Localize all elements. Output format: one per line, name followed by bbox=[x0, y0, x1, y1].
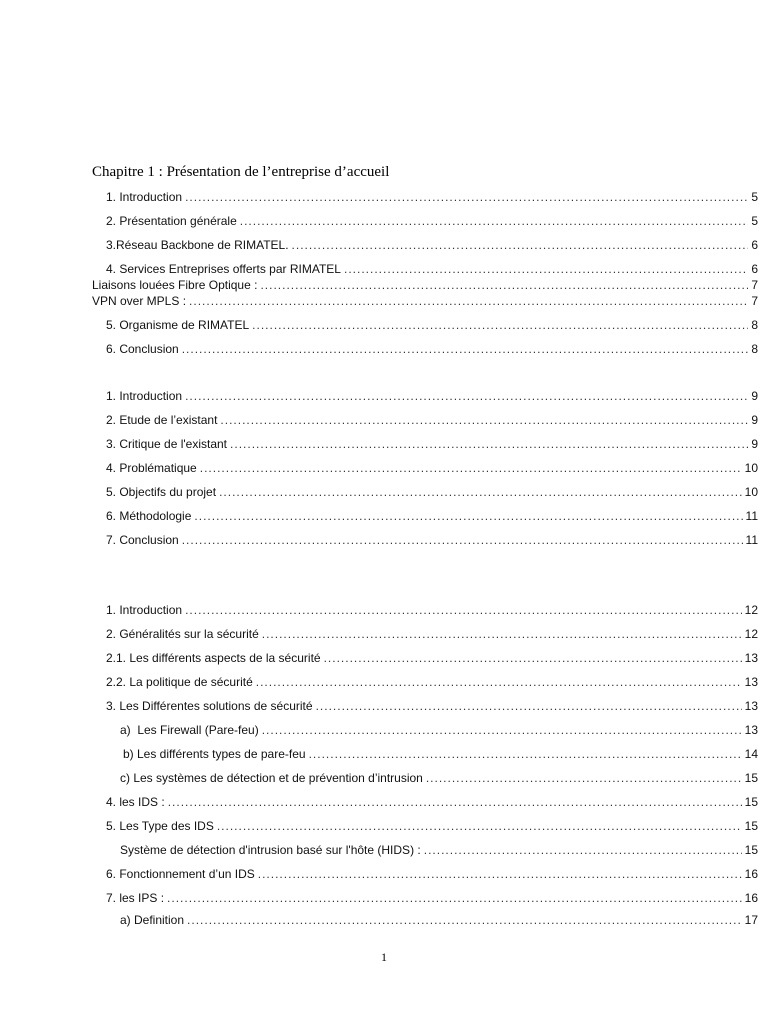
toc-entry-label: 3. Critique de l'existant bbox=[106, 437, 228, 451]
toc-entry-label: 6. Conclusion bbox=[106, 342, 179, 356]
toc-entry-label: VPN over MPLS : bbox=[92, 294, 187, 308]
toc-entry-label: 4. Problématique bbox=[106, 461, 197, 475]
toc-entry[interactable] bbox=[106, 460, 758, 476]
toc-leader bbox=[167, 890, 742, 906]
toc-leader bbox=[256, 674, 742, 690]
toc-leader bbox=[182, 532, 743, 548]
toc-entry[interactable] bbox=[106, 341, 758, 357]
toc-page-number: 10 bbox=[744, 461, 758, 475]
chapter-title: Chapitre 1 : Présentation de l’entreprise d’accueil bbox=[92, 164, 390, 180]
toc-page-number: 7 bbox=[751, 294, 758, 308]
toc-page-number: 9 bbox=[751, 389, 758, 403]
toc-entry[interactable] bbox=[106, 317, 758, 333]
toc-leader bbox=[260, 277, 748, 293]
toc-page-number: 8 bbox=[751, 342, 758, 356]
toc-entry[interactable] bbox=[106, 674, 758, 690]
toc-page-number: 15 bbox=[744, 795, 758, 809]
toc-page-number: 15 bbox=[744, 819, 758, 833]
toc-page-number: 8 bbox=[751, 318, 758, 332]
toc-entry[interactable] bbox=[120, 722, 758, 738]
toc-entry[interactable] bbox=[106, 237, 758, 253]
toc-entry[interactable] bbox=[106, 532, 758, 548]
toc-page-number: 13 bbox=[744, 723, 758, 737]
toc-page-number: 14 bbox=[744, 747, 758, 761]
toc-entry-label: 3. Les Différentes solutions de sécurité bbox=[106, 699, 313, 713]
toc-entry-label: 2.1. Les différents aspects de la sécurité bbox=[106, 651, 321, 665]
toc-leader bbox=[194, 508, 742, 524]
toc-leader bbox=[240, 213, 749, 229]
toc-page-number: 6 bbox=[751, 238, 758, 252]
toc-page-number: 16 bbox=[744, 867, 758, 881]
toc-page-number: 17 bbox=[744, 913, 758, 927]
toc-leader bbox=[230, 436, 748, 452]
toc-entry-label: a) Les Firewall (Pare-feu) bbox=[120, 723, 259, 737]
toc-page-number: 11 bbox=[745, 533, 758, 547]
toc-entry[interactable] bbox=[120, 842, 758, 858]
toc-page-number: 15 bbox=[744, 771, 758, 785]
toc-entry[interactable] bbox=[106, 818, 758, 834]
toc-leader bbox=[200, 460, 742, 476]
toc-page-number: 7 bbox=[751, 278, 758, 292]
toc-leader bbox=[344, 261, 748, 277]
toc-page-number: 5 bbox=[751, 214, 758, 228]
toc-entry[interactable] bbox=[123, 746, 758, 762]
toc-page-number: 13 bbox=[744, 651, 758, 665]
toc-entry[interactable] bbox=[92, 293, 758, 309]
toc-leader bbox=[187, 912, 742, 928]
toc-entry-label: 4. les IDS : bbox=[106, 795, 165, 809]
toc-entry-label: 7. Conclusion bbox=[106, 533, 179, 547]
toc-entry-label: 5. Objectifs du projet bbox=[106, 485, 217, 499]
toc-leader bbox=[309, 746, 742, 762]
toc-entry[interactable] bbox=[106, 890, 758, 906]
page-number: 1 bbox=[381, 950, 387, 964]
toc-leader bbox=[324, 650, 742, 666]
toc-leader bbox=[262, 722, 742, 738]
toc-entry-label: 3.Réseau Backbone de RIMATEL. bbox=[106, 238, 289, 252]
toc-entry[interactable] bbox=[106, 650, 758, 666]
toc-entry[interactable] bbox=[120, 912, 758, 928]
toc-leader bbox=[316, 698, 742, 714]
toc-page-number: 5 bbox=[751, 190, 758, 204]
toc-leader bbox=[185, 388, 748, 404]
toc-entry-label: 4. Services Entreprises offerts par RIMATEL bbox=[106, 262, 341, 276]
toc-entry-label: 6. Fonctionnement d’un IDS bbox=[106, 867, 255, 881]
toc-entry-label: Système de détection d'intrusion basé sur l'hôte (HIDS) : bbox=[120, 843, 421, 857]
toc-entry-label: 1. Introduction bbox=[106, 603, 183, 617]
toc-page-number: 11 bbox=[745, 509, 758, 523]
toc-page-number: 10 bbox=[744, 485, 758, 499]
toc-entry-label: 6. Méthodologie bbox=[106, 509, 192, 523]
toc-leader bbox=[219, 484, 742, 500]
toc-leader bbox=[189, 293, 748, 309]
toc-leader bbox=[185, 189, 748, 205]
toc-entry[interactable] bbox=[106, 866, 758, 882]
toc-entry-label: 1. Introduction bbox=[106, 190, 183, 204]
toc-page-number: 13 bbox=[744, 699, 758, 713]
toc-entry[interactable] bbox=[92, 277, 758, 293]
toc-entry-label: c) Les systèmes de détection et de prévention d’intrusion bbox=[120, 771, 423, 785]
toc-entry-label: 5. Les Type des IDS bbox=[106, 819, 214, 833]
toc-entry-label: 7. les IPS : bbox=[106, 891, 165, 905]
toc-entry-label: 2. Généralités sur la sécurité bbox=[106, 627, 259, 641]
toc-entry-label: a) Definition bbox=[120, 913, 185, 927]
toc-page-number: 9 bbox=[751, 437, 758, 451]
toc-page-number: 15 bbox=[744, 843, 758, 857]
toc-leader bbox=[220, 412, 748, 428]
toc-entry[interactable] bbox=[106, 436, 758, 452]
toc-leader bbox=[424, 842, 742, 858]
toc-entry-label: b) Les différents types de pare-feu bbox=[123, 747, 306, 761]
toc-leader bbox=[262, 626, 742, 642]
toc-leader bbox=[185, 602, 742, 618]
toc-leader bbox=[182, 341, 749, 357]
toc-page-number: 16 bbox=[744, 891, 758, 905]
toc-entry[interactable] bbox=[106, 794, 758, 810]
toc-entry[interactable] bbox=[106, 508, 758, 524]
toc-entry-label: 2. Présentation générale bbox=[106, 214, 237, 228]
toc-entry-label: 5. Organisme de RIMATEL bbox=[106, 318, 250, 332]
toc-leader bbox=[252, 317, 748, 333]
toc-leader bbox=[292, 237, 749, 253]
toc-entry[interactable] bbox=[120, 770, 758, 786]
toc-entry[interactable] bbox=[106, 602, 758, 618]
toc-page-number: 13 bbox=[744, 675, 758, 689]
toc-leader bbox=[168, 794, 742, 810]
toc-entry[interactable] bbox=[106, 189, 758, 205]
toc-entry-label: 1. Introduction bbox=[106, 389, 183, 403]
toc-entry[interactable] bbox=[106, 412, 758, 428]
toc-page-number: 9 bbox=[751, 413, 758, 427]
toc-entry[interactable] bbox=[106, 484, 758, 500]
toc-entry[interactable] bbox=[106, 626, 758, 642]
toc-entry[interactable] bbox=[106, 698, 758, 714]
toc-leader bbox=[217, 818, 742, 834]
toc-entry[interactable] bbox=[106, 261, 758, 277]
toc-page-number: 12 bbox=[744, 627, 758, 641]
toc-entry-label: Liaisons louées Fibre Optique : bbox=[92, 278, 258, 292]
toc-page-number: 12 bbox=[744, 603, 758, 617]
toc-entry[interactable] bbox=[106, 213, 758, 229]
toc-entry-label: 2.2. La politique de sécurité bbox=[106, 675, 253, 689]
toc-page-number: 6 bbox=[751, 262, 758, 276]
toc-leader bbox=[258, 866, 742, 882]
toc-leader bbox=[426, 770, 742, 786]
toc-entry-label: 2. Etude de l’existant bbox=[106, 413, 218, 427]
toc-entry[interactable] bbox=[106, 388, 758, 404]
